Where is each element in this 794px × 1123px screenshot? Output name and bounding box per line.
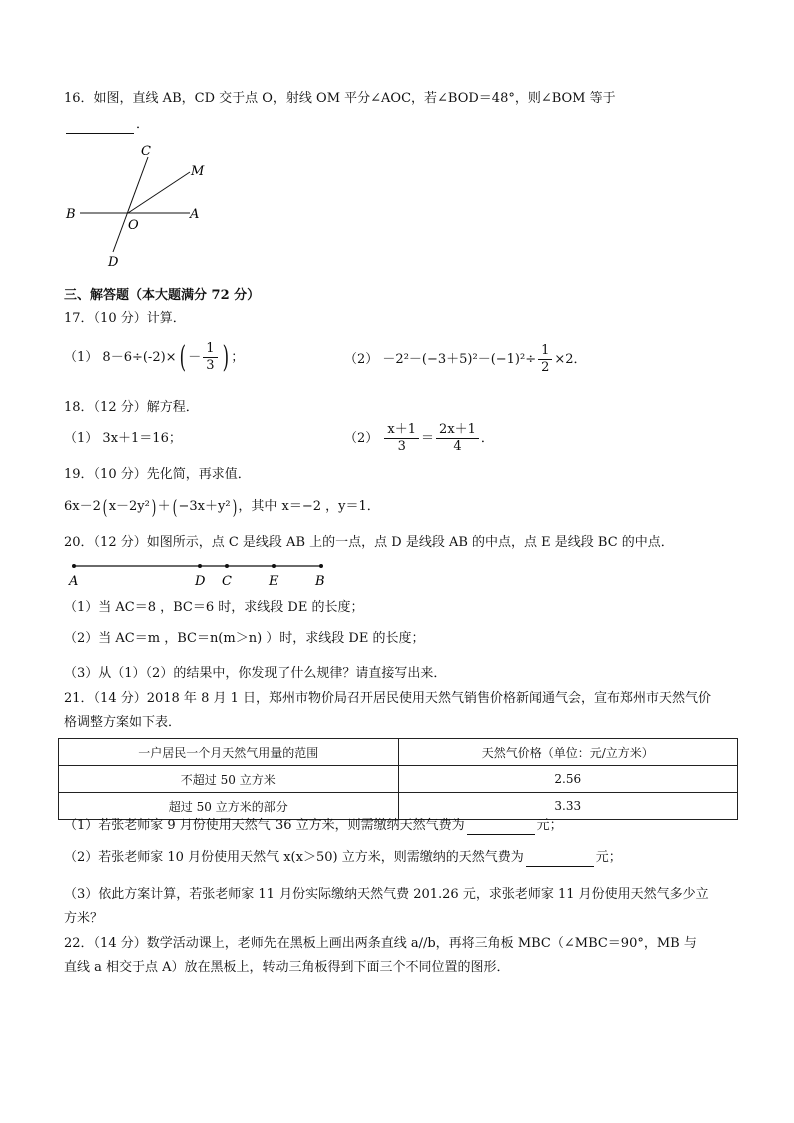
q22-line1: 22．（14 分）数学活动课上，老师先在黑板上画出两条直线 a//b，再将三角板 MBC（∠MBC＝90°，MB 与: [64, 936, 697, 951]
fraction: $\frac{1}{2}$: [538, 343, 552, 376]
q18-p1-label: （1）: [64, 431, 99, 446]
q21-line1: 21．（14 分）2018 年 8 月 1 日，郑州市物价局召开居民使用天然气销售价格新闻通气会，宣布郑州市天然气价: [64, 691, 712, 706]
label-d: D: [108, 255, 119, 270]
q18-p2-label: （2）: [344, 431, 379, 446]
q16-figure: [58, 140, 218, 270]
q19-expression: 6x－2( x－2y²) ＋( −3x＋y²) ，其中 x＝−2 ，y＝1．: [64, 494, 380, 519]
point-c: [225, 564, 229, 568]
q21-sub3b: 方米？: [64, 911, 104, 926]
label-d: D: [195, 574, 206, 589]
q16-end: ．: [136, 117, 150, 132]
paren-open: (: [179, 339, 186, 375]
q21-sub1: [64, 817, 563, 835]
label-a: A: [190, 207, 200, 222]
q21-sub2: [64, 849, 622, 867]
q20-sub1: （1）当 AC＝8 ，BC＝6 时，求线段 DE 的长度；: [64, 600, 364, 615]
q18-part1: [64, 430, 182, 448]
answer-blank[interactable]: [66, 121, 134, 134]
q17-p1-neg: －: [188, 350, 202, 365]
fraction: $\frac{x+1}{3}$: [384, 422, 419, 455]
q18-p2-end: ．: [480, 431, 494, 446]
q21-s2-unit: 元；: [595, 850, 622, 865]
label-b: B: [315, 574, 325, 589]
q17-p2-expr: －2²－(−3＋5)²－(−1)²÷: [382, 352, 537, 367]
point-d: [198, 564, 202, 568]
equals: ＝: [421, 431, 435, 446]
q17-p2-label: （2）: [344, 352, 379, 367]
q20-segment-figure: [64, 558, 344, 592]
q19-expr-a: 6x－2: [64, 499, 101, 514]
point-a: [72, 564, 76, 568]
q21-s2-text: （2）若张老师家 10 月份使用天然气 x(x＞50) 立方米，则需缴纳的天然气费为: [64, 850, 524, 865]
q19-condition: ，其中 x＝−2 ，y＝1．: [238, 499, 380, 514]
q17-part1: [64, 338, 244, 378]
q16-text: 16．如图，直线 AB，CD 交于点 O，射线 OM 平分∠AOC，若∠BOD＝48°，则∠BOM 等于: [64, 91, 616, 106]
q17-p1-expr: 8－6÷(-2)×: [102, 350, 177, 365]
q20-sub2: （2）当 AC＝m ，BC＝n(m＞n) ）时，求线段 DE 的长度；: [64, 631, 425, 646]
q19-inner1: x－2y²: [108, 499, 150, 514]
label-e: E: [269, 574, 279, 589]
answer-blank[interactable]: [467, 822, 535, 835]
label-c: C: [141, 144, 151, 159]
q22-line2: 直线 a 相交于点 A）放在黑板上，转动三角板得到下面三个不同位置的图形．: [64, 960, 510, 975]
q17-title: 17．（10 分）计算．: [64, 311, 186, 326]
q17-p2-tail: ×2．: [554, 352, 587, 367]
line-cd: [113, 157, 148, 252]
q20-sub3: （3）从（1）（2）的结果中，你发现了什么规律？请直接写出来．: [64, 666, 447, 681]
price-table: [58, 738, 738, 820]
table-cell: 不超过 50 立方米: [59, 766, 399, 793]
label-m: M: [191, 164, 205, 179]
label-a: A: [69, 574, 79, 589]
table-header-row: [59, 739, 738, 766]
fraction: $\frac{1}{3}$: [203, 341, 217, 374]
label-b: B: [66, 207, 76, 222]
answer-blank[interactable]: [526, 854, 594, 867]
q20-title: 20．（12 分）如图所示，点 C 是线段 AB 上的一点，点 D 是线段 AB 的中点，点 E 是线段 BC 的中点．: [64, 535, 674, 550]
q17-p1-end: ；: [231, 350, 245, 365]
point-e: [272, 564, 276, 568]
q16-answer-line: [64, 116, 149, 134]
table-row: [59, 766, 738, 793]
q19-title: 19．（10 分）先化简，再求值．: [64, 467, 251, 482]
q18-p1-expr: 3x＋1＝16；: [102, 431, 182, 446]
q21-line2: 格调整方案如下表．: [64, 715, 182, 730]
q18-title: 18．（12 分）解方程．: [64, 400, 199, 415]
q21-s1-text: （1）若张老师家 9 月份使用天然气 36 立方米，则需缴纳天然气费为: [64, 818, 465, 833]
label-c: C: [222, 574, 232, 589]
ray-om: [128, 172, 190, 213]
table-cell: 3.33: [398, 793, 738, 820]
point-b: [319, 564, 323, 568]
q17-p1-label: （1）: [64, 350, 99, 365]
fraction: $\frac{2x+1}{4}$: [436, 422, 479, 455]
table-header: 天然气价格（单位：元/立方米）: [398, 739, 738, 766]
section-title: 三、解答题（本大题满分 72 分）: [64, 288, 261, 303]
table-cell: 2.56: [398, 766, 738, 793]
paren-close: ): [222, 339, 229, 375]
q21-s1-unit: 元；: [536, 818, 563, 833]
table-header: 一户居民一个月天然气用量的范围: [59, 739, 399, 766]
table-row: [59, 793, 738, 820]
q18-part2: [344, 420, 494, 458]
table-cell: 超过 50 立方米的部分: [59, 793, 399, 820]
q19-plus: ＋: [157, 499, 171, 514]
label-o: O: [128, 218, 139, 233]
q19-inner2: −3x＋y²: [178, 499, 231, 514]
q17-part2: [344, 341, 587, 379]
q21-sub3a: （3）依此方案计算，若张老师家 11 月份实际缴纳天然气费 201.26 元，求张老师家 11 月份使用天然气多少立: [64, 887, 709, 902]
